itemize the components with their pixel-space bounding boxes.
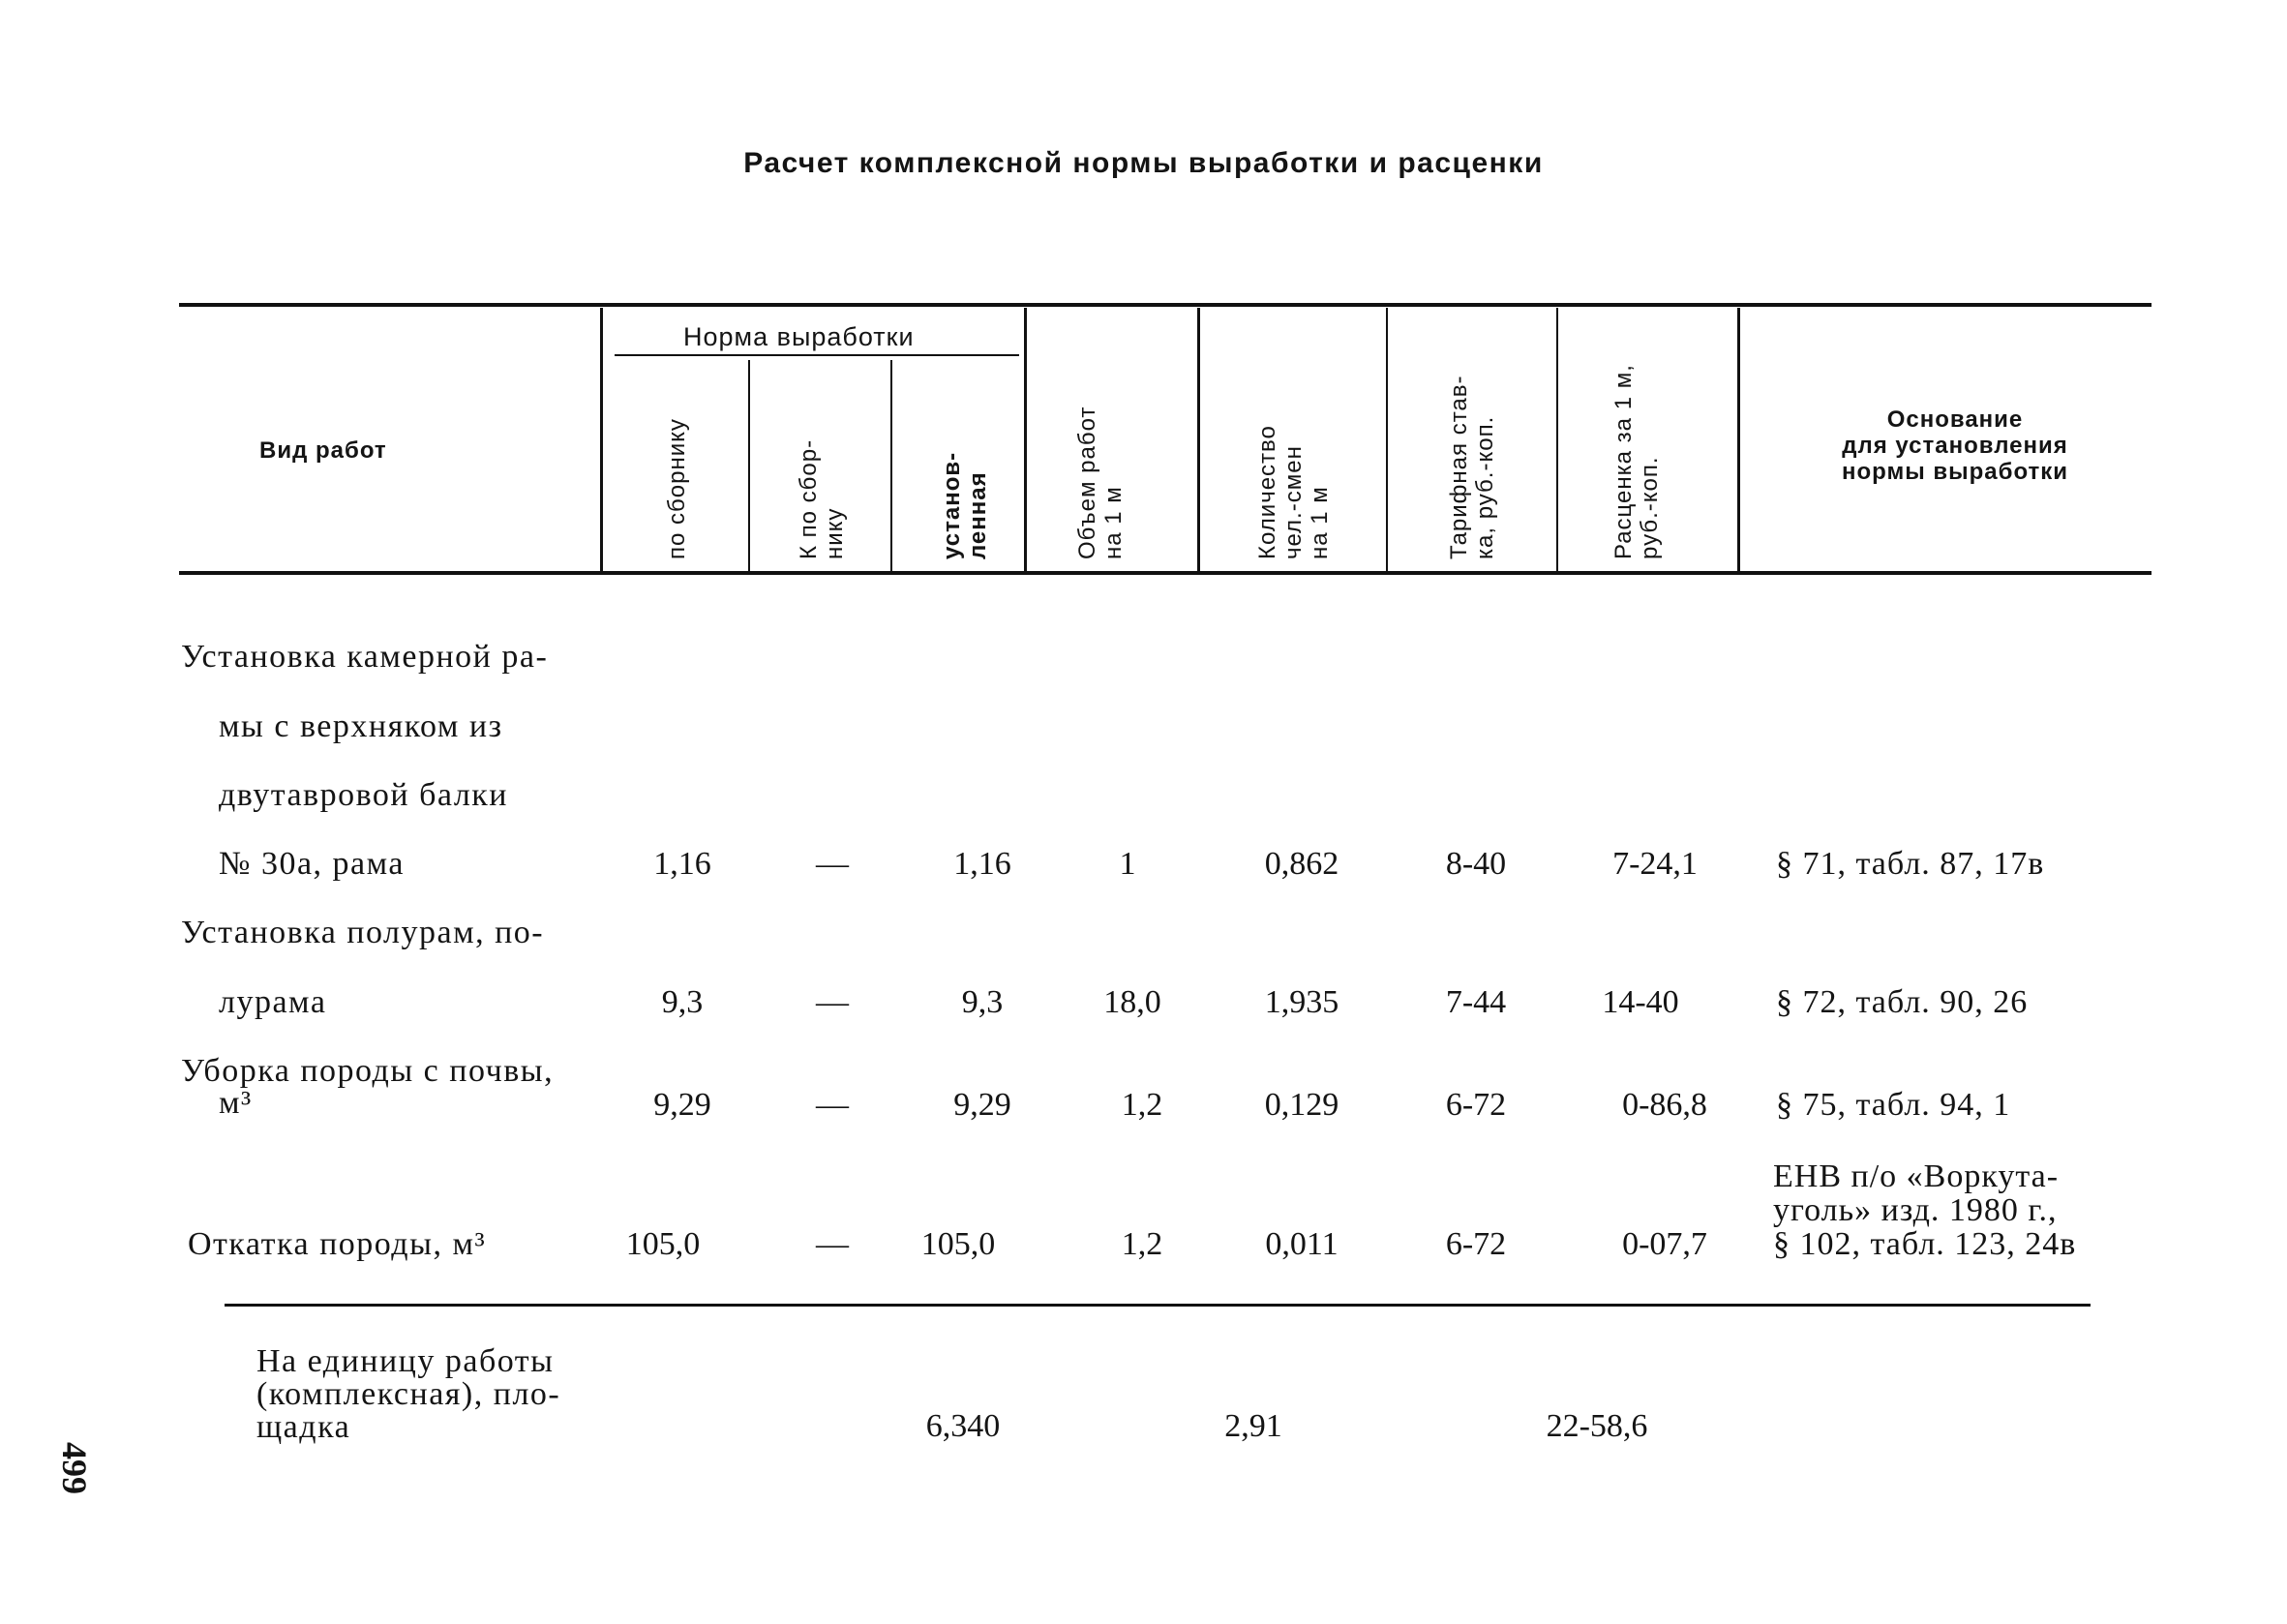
row4-shifts: 0,011 (1265, 1226, 1339, 1262)
table-top-rule (179, 303, 2152, 307)
col-divider (1737, 308, 1740, 571)
total-label-line1: На единицу работы (256, 1343, 555, 1379)
row1-work-line1: Установка камерной ра- (181, 639, 549, 675)
row4-by-collection: 105,0 (625, 1226, 701, 1262)
col-divider (1556, 308, 1558, 571)
row1-work-line3: двутавровой балки (219, 777, 508, 813)
row3-tariff: 6-72 (1445, 1087, 1507, 1123)
row1-volume: 1 (1119, 846, 1136, 882)
row2-by-collection: 9,3 (661, 984, 704, 1020)
col-divider (1024, 308, 1027, 571)
row4-k: — (816, 1226, 849, 1262)
header-work-type: Вид работ (259, 437, 387, 464)
row3-basis: § 75, табл. 94, 1 (1776, 1087, 2011, 1123)
row4-basis-line1: ЕНВ п/о «Воркута- (1773, 1158, 2060, 1194)
norm-group-rule (615, 354, 1019, 356)
row2-tariff: 7-44 (1445, 984, 1507, 1020)
header-norm-group: Норма выработки (683, 322, 915, 351)
row4-established: 105,0 (920, 1226, 996, 1262)
total-established: 6,340 (925, 1408, 1001, 1444)
header-bottom-rule (179, 571, 2152, 575)
row2-work-line2: лурама (219, 984, 327, 1020)
row4-basis-line3: § 102, табл. 123, 24в (1773, 1226, 2077, 1262)
row1-price: 7-24,1 (1612, 846, 1698, 882)
row4-volume: 1,2 (1121, 1226, 1163, 1262)
page-title: Расчет комплексной нормы выработки и расценки (743, 147, 1544, 179)
header-price: Расценка за 1 м, руб.-коп. (1610, 364, 1663, 559)
header-established: установ- ленная (939, 451, 991, 559)
col-divider (748, 360, 750, 571)
row4-tariff: 6-72 (1445, 1226, 1507, 1262)
row3-k: — (816, 1087, 849, 1123)
row1-k: — (816, 846, 849, 882)
row3-volume: 1,2 (1121, 1087, 1163, 1123)
row1-shifts: 0,862 (1264, 846, 1339, 882)
header-tariff: Тарифная став- ка, руб.-коп. (1446, 375, 1498, 559)
row3-established: 9,29 (953, 1087, 1011, 1123)
row3-by-collection: 9,29 (653, 1087, 711, 1123)
row2-price: 14-40 (1602, 984, 1679, 1020)
total-rule (225, 1304, 2091, 1307)
row1-work-line2: мы с верхняком из (219, 708, 503, 744)
row3-work-line1: Уборка породы с почвы, (181, 1053, 555, 1089)
row4-price: 0-07,7 (1622, 1226, 1707, 1262)
row2-established: 9,3 (961, 984, 1004, 1020)
row3-price: 0-86,8 (1622, 1087, 1707, 1123)
header-shifts: Количество чел.-смен на 1 м (1254, 425, 1333, 559)
row2-volume: 18,0 (1103, 984, 1161, 1020)
total-label-line3: щадка (256, 1409, 351, 1445)
row2-basis: § 72, табл. 90, 26 (1776, 984, 2029, 1020)
header-basis: Основание для установления нормы выработки (1841, 406, 2069, 485)
row1-established: 1,16 (953, 846, 1011, 882)
row4-basis-line2: уголь» изд. 1980 г., (1773, 1192, 2058, 1228)
col-divider (890, 360, 892, 571)
row1-work-line4: № 30а, рама (219, 846, 405, 882)
header-k-by-collection: К по сбор- нику (796, 438, 848, 559)
row2-k: — (816, 984, 849, 1020)
total-label-line2: (комплексная), пло- (256, 1376, 561, 1412)
row2-shifts: 1,935 (1264, 984, 1339, 1020)
total-price: 22-58,6 (1546, 1408, 1648, 1444)
col-divider (1197, 308, 1200, 571)
header-volume: Объем работ на 1 м (1074, 406, 1127, 559)
header-by-collection: по сборнику (664, 418, 690, 559)
row2-work-line1: Установка полурам, по- (181, 915, 545, 950)
page-number: 499 (55, 1442, 94, 1494)
row1-by-collection: 1,16 (653, 846, 711, 882)
col-divider (600, 308, 603, 571)
col-divider (1386, 308, 1388, 571)
row3-work-line2: м³ (219, 1085, 253, 1121)
row1-tariff: 8-40 (1445, 846, 1507, 882)
total-shifts: 2,91 (1224, 1408, 1282, 1444)
row4-work: Откатка породы, м³ (188, 1226, 487, 1262)
row3-shifts: 0,129 (1264, 1087, 1339, 1123)
row1-basis: § 71, табл. 87, 17в (1776, 846, 2045, 882)
